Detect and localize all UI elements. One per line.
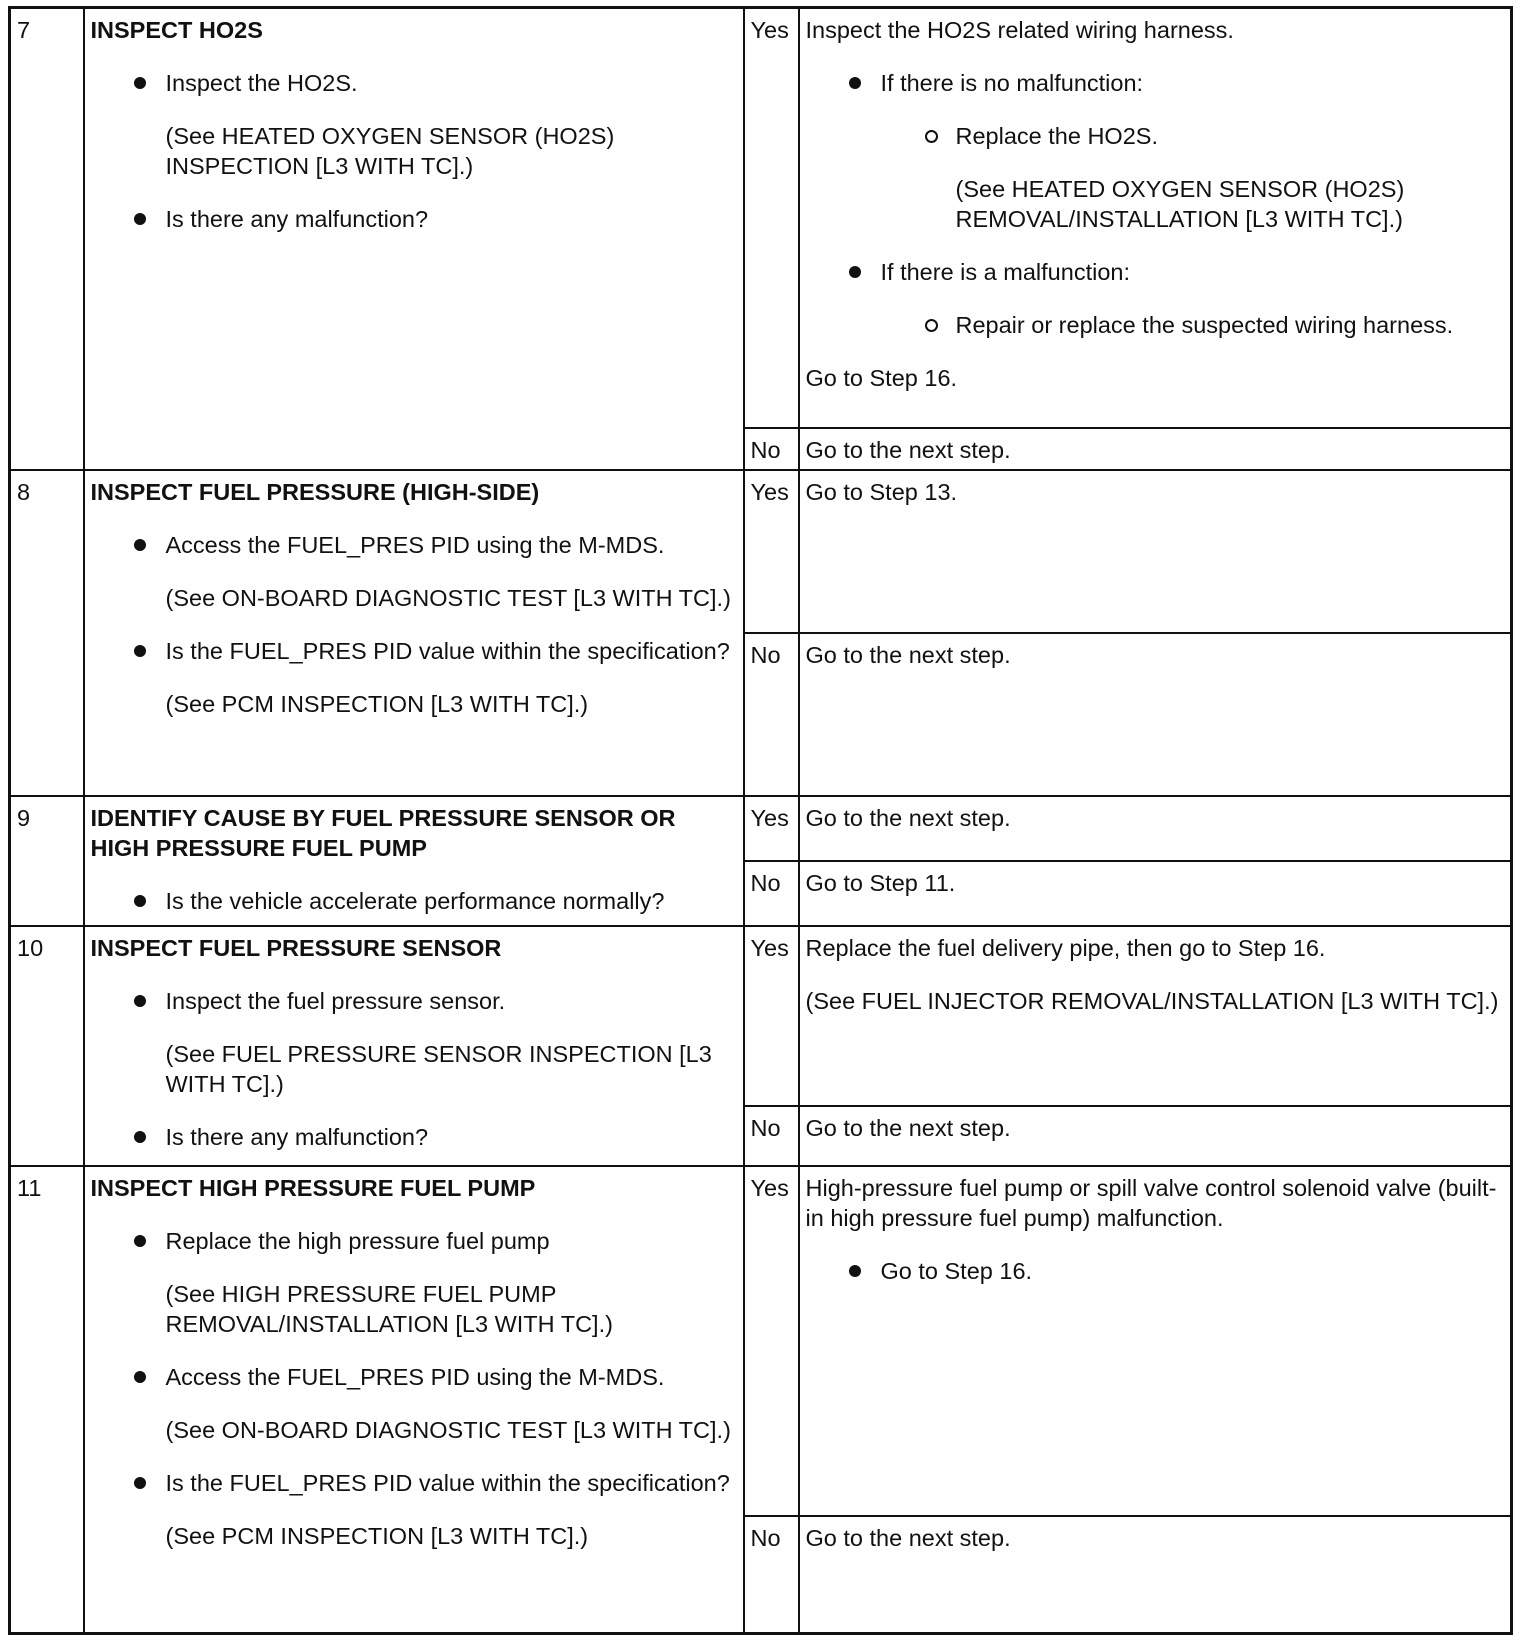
reference-text: (See PCM INSPECTION [L3 WITH TC].) bbox=[165, 690, 589, 717]
action-text: Inspect the HO2S related wiring harness. bbox=[805, 17, 1234, 43]
reference-text: (See ON-BOARD DIAGNOSTIC TEST [L3 WITH TC].) bbox=[165, 584, 731, 611]
bullet-item: Is the FUEL_PRES PID value within the specification? bbox=[91, 636, 737, 666]
no-label: No bbox=[744, 861, 799, 926]
no-action: Go to Step 11. bbox=[799, 861, 1512, 926]
step-title: IDENTIFY CAUSE BY FUEL PRESSURE SENSOR OR HIGH PRESSURE FUEL PUMP bbox=[90, 805, 676, 862]
yes-label: Yes bbox=[744, 1166, 799, 1516]
action-text: Replace the fuel delivery pipe, then go to Step 16. bbox=[805, 934, 1326, 961]
bullet-item: Replace the high pressure fuel pump bbox=[91, 1226, 737, 1256]
step-title: INSPECT HO2S bbox=[90, 17, 263, 43]
yes-label: Yes bbox=[744, 796, 799, 861]
reference-text: (See HEATED OXYGEN SENSOR (HO2S) INSPECTION [L3 WITH TC].) bbox=[165, 123, 615, 179]
yes-action bbox=[799, 926, 1512, 1106]
bullet-item: If there is no malfunction: bbox=[806, 68, 1505, 98]
step-title: INSPECT FUEL PRESSURE SENSOR bbox=[90, 934, 502, 961]
bullet-item: Inspect the fuel pressure sensor. bbox=[91, 986, 737, 1016]
bullet-item: Inspect the HO2S. bbox=[91, 68, 737, 98]
step-title: INSPECT FUEL PRESSURE (HIGH-SIDE) bbox=[90, 478, 540, 505]
no-action: Go to the next step. bbox=[799, 633, 1512, 796]
diagnostic-procedure-table bbox=[8, 6, 1513, 1635]
yes-action bbox=[799, 1166, 1512, 1516]
no-label: No bbox=[744, 1106, 799, 1167]
step-description bbox=[84, 8, 744, 470]
step-row bbox=[10, 1166, 1512, 1516]
bullet-item: Access the FUEL_PRES PID using the M-MDS. bbox=[91, 530, 737, 560]
bullet-item: Is there any malfunction? bbox=[91, 204, 737, 234]
no-label: No bbox=[744, 1516, 799, 1633]
bullet-item: Is there any malfunction? bbox=[91, 1122, 737, 1152]
step-number: 11 bbox=[10, 1166, 84, 1633]
no-label: No bbox=[744, 428, 799, 469]
action-text: High-pressure fuel pump or spill valve control solenoid valve (built-in high pressure fuel pump) malfunction. bbox=[805, 1175, 1497, 1232]
step-title: INSPECT HIGH PRESSURE FUEL PUMP bbox=[90, 1175, 536, 1202]
sub-bullet-item: Replace the HO2S. bbox=[806, 121, 1505, 151]
step-description bbox=[84, 470, 744, 797]
reference-text: (See FUEL PRESSURE SENSOR INSPECTION [L3 WITH TC].) bbox=[165, 1040, 712, 1097]
yes-label: Yes bbox=[744, 926, 799, 1106]
no-action: Go to the next step. bbox=[799, 428, 1512, 469]
step-number: 7 bbox=[10, 8, 84, 470]
yes-label: Yes bbox=[744, 8, 799, 429]
step-description bbox=[84, 796, 744, 925]
bullet-item: Access the FUEL_PRES PID using the M-MDS. bbox=[91, 1362, 737, 1392]
reference-text: (See FUEL INJECTOR REMOVAL/INSTALLATION [L3 WITH TC].) bbox=[805, 987, 1499, 1014]
step-row bbox=[10, 926, 1512, 1106]
step-description bbox=[84, 1166, 744, 1633]
yes-label: Yes bbox=[744, 470, 799, 634]
bullet-item: Is the FUEL_PRES PID value within the specification? bbox=[91, 1468, 737, 1498]
yes-action bbox=[799, 8, 1512, 429]
yes-action: Go to the next step. bbox=[799, 796, 1512, 861]
reference-text: (See HIGH PRESSURE FUEL PUMP REMOVAL/INSTALLATION [L3 WITH TC].) bbox=[165, 1281, 613, 1338]
step-row bbox=[10, 470, 1512, 634]
yes-action: Go to Step 13. bbox=[799, 470, 1512, 634]
step-description bbox=[84, 926, 744, 1167]
bullet-item: If there is a malfunction: bbox=[806, 257, 1505, 287]
bullet-item: Go to Step 16. bbox=[806, 1256, 1505, 1286]
no-label: No bbox=[744, 633, 799, 796]
action-text: Go to Step 16. bbox=[805, 365, 958, 391]
step-number: 8 bbox=[10, 470, 84, 797]
step-row bbox=[10, 796, 1512, 861]
reference-text: (See HEATED OXYGEN SENSOR (HO2S) REMOVAL/INSTALLATION [L3 WITH TC].) bbox=[955, 176, 1405, 232]
step-number: 10 bbox=[10, 926, 84, 1167]
no-action: Go to the next step. bbox=[799, 1106, 1512, 1167]
bullet-item: Is the vehicle accelerate performance normally? bbox=[91, 886, 737, 916]
step-row bbox=[10, 8, 1512, 429]
sub-bullet-item: Repair or replace the suspected wiring harness. bbox=[806, 310, 1505, 340]
reference-text: (See PCM INSPECTION [L3 WITH TC].) bbox=[165, 1523, 589, 1550]
reference-text: (See ON-BOARD DIAGNOSTIC TEST [L3 WITH TC].) bbox=[165, 1417, 731, 1444]
step-number: 9 bbox=[10, 796, 84, 925]
no-action: Go to the next step. bbox=[799, 1516, 1512, 1633]
